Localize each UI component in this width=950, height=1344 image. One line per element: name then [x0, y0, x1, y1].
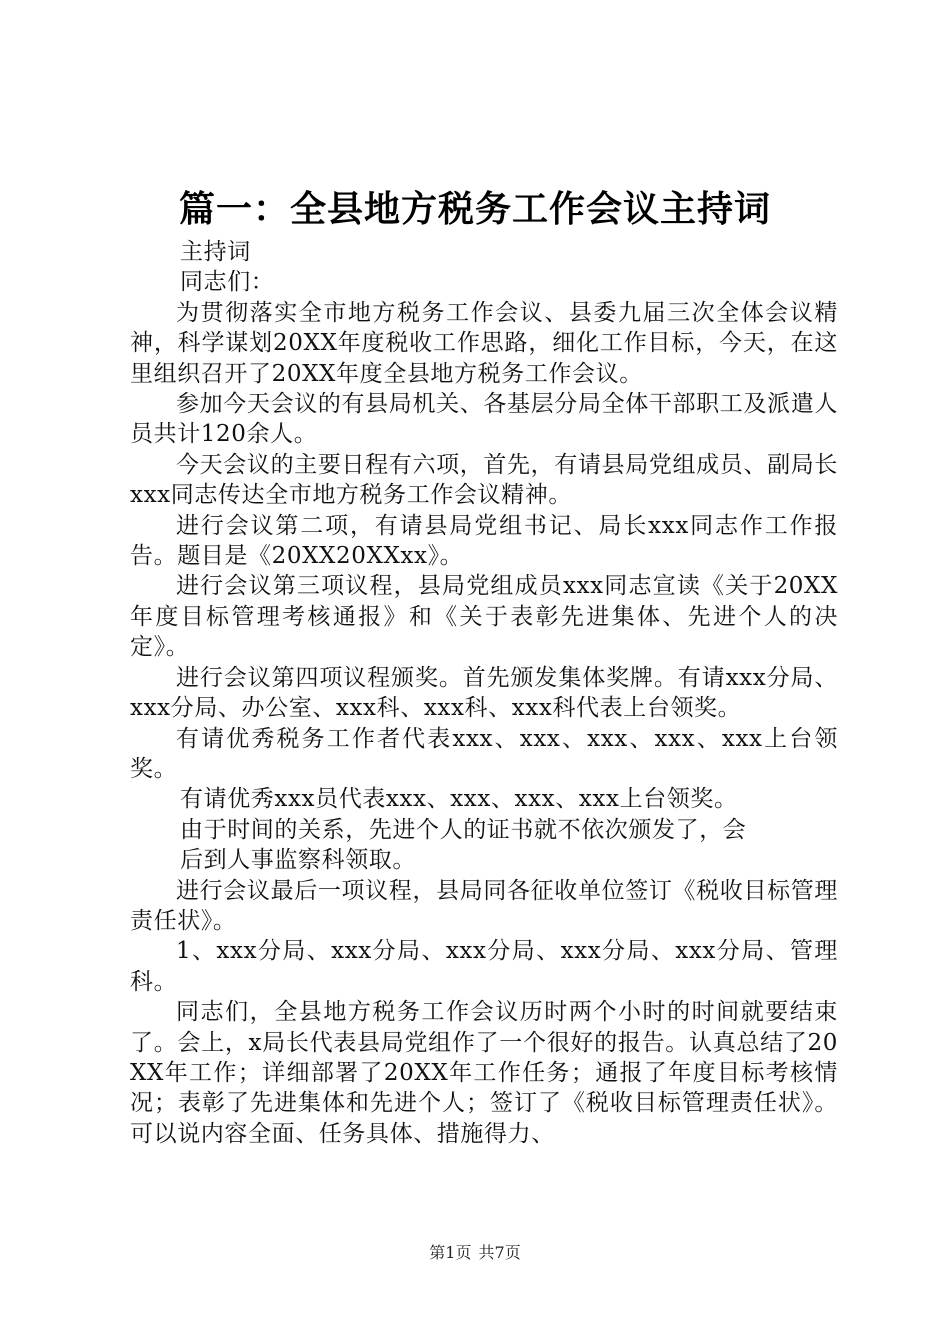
paragraph: 同志们：: [180, 269, 275, 296]
paragraph: 有请优秀xxx员代表xxx、xxx、xxx、xxx上台领奖。: [180, 786, 738, 813]
paragraph: 主持词: [180, 239, 251, 265]
paragraph: 进行会议第三项议程，县局党组成员xxx同志宣读《关于20XX年度目标管理考核通报》和《关于表彰先进集体、先进个人的决定》。: [130, 573, 838, 661]
paragraph: 进行会议第四项议程颁奖。首先颁发集体奖牌。有请xxx分局、xxx分局、办公室、xxx科、xxx科、xxx科代表上台领奖。: [130, 664, 838, 722]
paragraph: 后到人事监察科领取。: [180, 847, 416, 874]
paragraph: 由于时间的关系，先进个人的证书就不依次颁发了，会: [180, 816, 747, 843]
paragraph: 同志们，全县地方税务工作会议历时两个小时的时间就要结束了。会上，x局长代表县局党组作了一个很好的报告。认真总结了20XX年工作；详细部署了20XX年工作任务；通报了年度目标考核情况；表彰了先进集体和先进个人；签订了《税收目标管理责任状》。可以说内容全面、任务具体、措施得力、: [130, 999, 838, 1147]
paragraph: 进行会议第二项，有请县局党组书记、局长xxx同志作工作报告。题目是《20XX20XXxx》。: [130, 512, 838, 570]
paragraph: 进行会议最后一项议程，县局同各征收单位签订《税收目标管理责任状》。: [130, 877, 838, 934]
page-total: 共7页: [478, 1243, 521, 1262]
paragraph: 参加今天会议的有县局机关、各基层分局全体干部职工及派遣人员共计120余人。: [130, 391, 838, 448]
document-body: [130, 237, 838, 1149]
document-title: 篇一：全县地方税务工作会议主持词: [178, 188, 771, 230]
page-number: 第1页: [429, 1243, 472, 1262]
paragraph: 为贯彻落实全市地方税务工作会议、县委九届三次全体会议精神，科学谋划20XX年度税收工作思路，细化工作目标，今天，在这里组织召开了20XX年度全县地方税务工作会议。: [130, 299, 838, 387]
paragraph: 今天会议的主要日程有六项，首先，有请县局党组成员、副局长xxx同志传达全市地方税务工作会议精神。: [130, 451, 838, 509]
paragraph: 1、xxx分局、xxx分局、xxx分局、xxx分局、xxx分局、管理科。: [130, 938, 838, 995]
page-footer: [0, 1240, 950, 1263]
paragraph: 有请优秀税务工作者代表xxx、xxx、xxx、xxx、xxx上台领奖。: [130, 725, 838, 782]
